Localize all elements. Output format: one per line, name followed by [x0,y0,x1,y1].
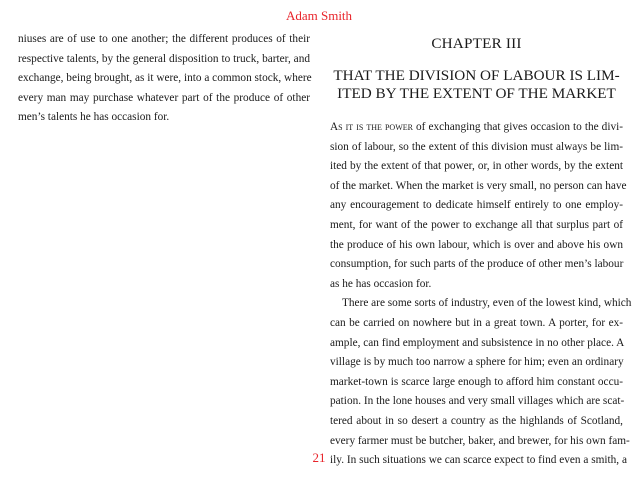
text-line: men’s talents he has occasion for. [18,111,170,124]
text-line: niuses are of use to one another; the different produces of their [18,33,310,45]
text-line: ited by the extent of that power, or, in other words, by the extent [330,160,623,173]
text-line: any encouragement to dedicate himself entirely to one employ- [330,199,623,212]
page-number: 21 [312,450,326,465]
text-line: exchange, being brought, as it were, into a common stock, where [18,72,312,85]
opening-small-caps: As it is the power [330,121,413,133]
text-line: as he has occasion for. [330,277,432,290]
text-line: every man may purchase whatever part of the produce of other [18,91,310,104]
text-line: market-town is scarce large enough to afford him constant occu- [330,375,623,388]
text-line: the produce of his own labour, which is over and above his own [330,238,623,251]
text-line: ment, for want of the power to exchange all that surplus part of [330,218,623,231]
body-text [330,118,632,471]
chapter-title-line: THAT THE DIVISION OF LABOUR IS LIM- [333,67,620,84]
text-line: can be carried on nowhere but in a great town. A porter, for ex- [330,316,623,329]
chapter-title-line: ITED BY THE EXTENT OF THE MARKET [337,85,616,102]
left-column [18,30,310,128]
chapter-title [330,67,623,103]
text-line: ample, can find employment and subsistence in no other place. A [330,336,625,349]
text-line: pation. In the lone houses and very small villages which are scat- [330,395,625,408]
paragraph-first-line [330,118,623,138]
text-line: ily. In such situations we can scarce expect to find even a smith, a [330,454,627,467]
chapter-number: CHAPTER III [431,35,522,52]
text-line: village is by much too narrow a sphere for him; even an ordinary [330,356,624,369]
text-line: of the market. When the market is very small, no person can have [330,179,627,192]
text-line: tered about in so desert a country as the highlands of Scotland, [330,414,623,427]
text-line: sion of labour, so the extent of this division must always be lim- [330,140,623,153]
paragraph-first-line: There are some sorts of industry, even of the lowest kind, which [342,297,632,310]
text-line: consumption, for such parts of the produce of other men’s labour [330,258,624,271]
text-line: every farmer must be butcher, baker, and brewer, for his own fam- [330,434,630,447]
text-line: respective talents, by the general disposition to truck, barter, and [18,52,310,65]
running-header: Adam Smith [285,8,353,23]
first-line-rest: of exchanging that gives occasion to the divi- [412,121,624,133]
